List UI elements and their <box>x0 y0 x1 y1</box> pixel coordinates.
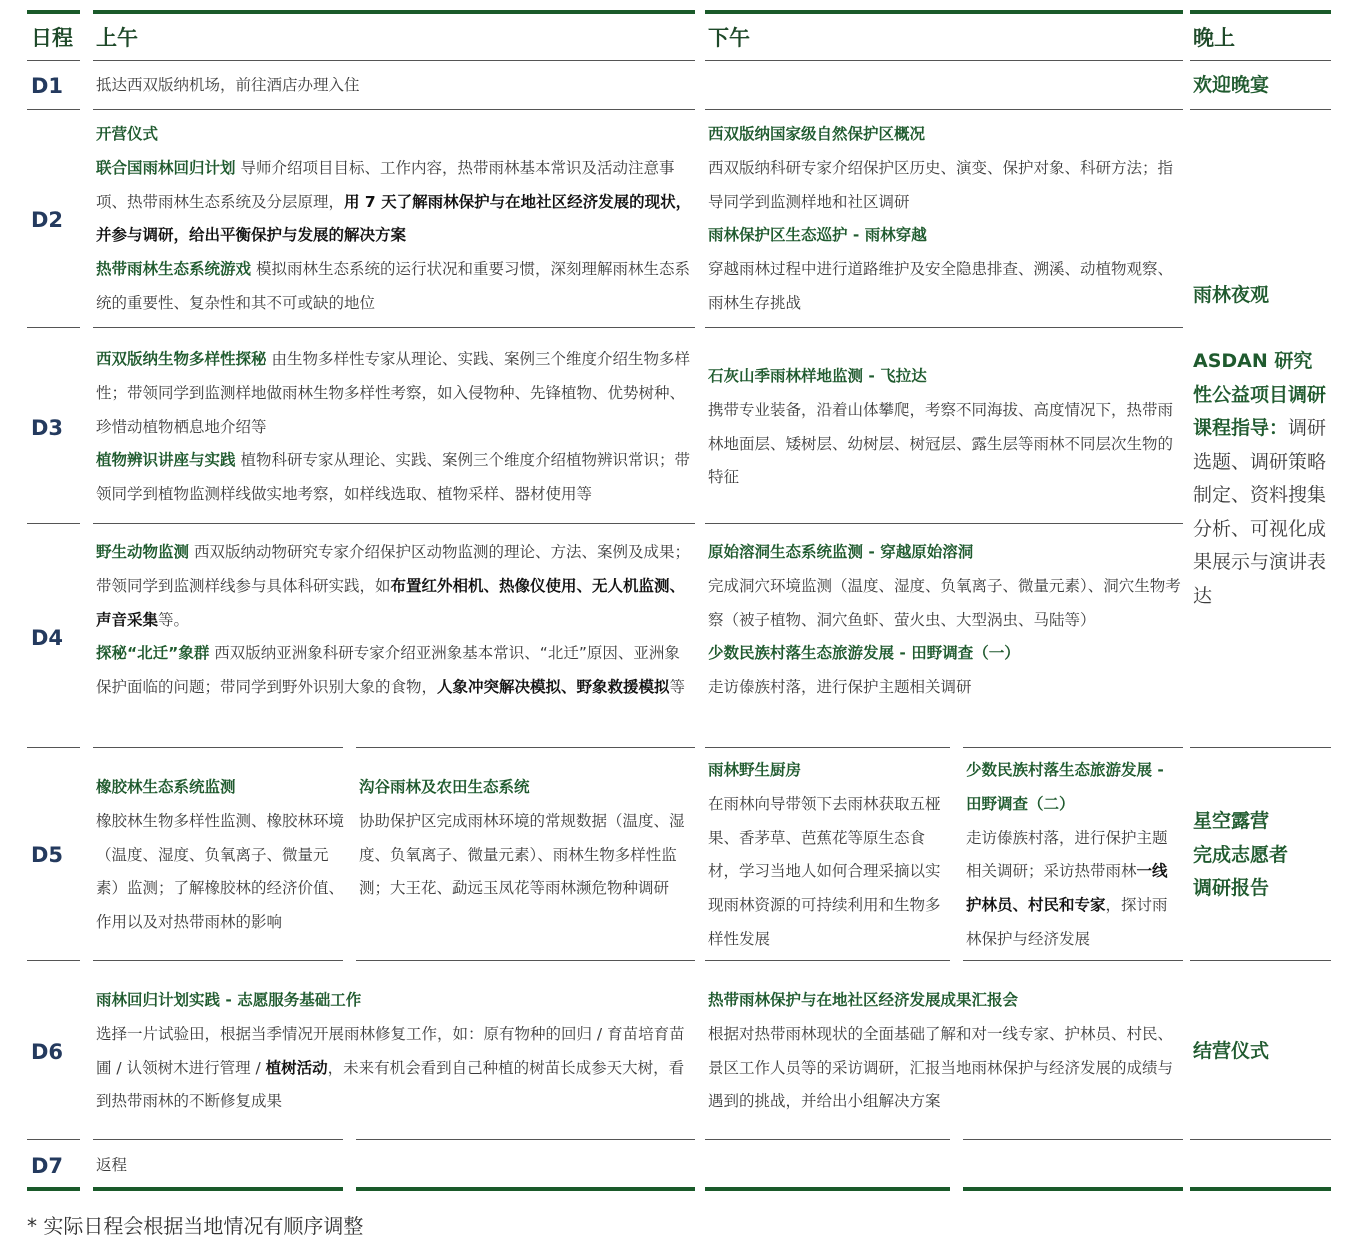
row-divider <box>705 327 1183 328</box>
d6-afternoon <box>708 984 1182 1119</box>
activity-desc: 模拟雨林生态系统的运行状况和重要习惯，深刻理解雨林生态系统的重要性、复杂性和其不可或缺的地位 <box>96 260 690 312</box>
bottom-rule <box>705 1187 950 1191</box>
activity-desc: 携带专业装备，沿着山体攀爬，考察不同海拔、高度情况下，热带雨林地面层、矮树层、幼树层、树冠层、露生层等雨林不同层次生物的特征 <box>708 400 1174 487</box>
d2-morning <box>96 118 694 321</box>
activity-desc: 根据对热带雨林现状的全面基础了解和对一线专家、护林员、村民、景区工作人员等的采访调研，汇报当地雨林保护与经济发展的成绩与遇到的挑战，并给出小组解决方案 <box>708 1024 1174 1111</box>
d3-afternoon <box>708 360 1182 495</box>
activity-title: 少数民族村落生态旅游发展 - 田野调查（一） <box>708 644 1020 663</box>
activity-desc: 完成洞穴环境监测（温度、湿度、负氧离子、微量元素）、洞穴生物考察（被子植物、洞穴鱼虾、萤火虫、大型涡虫、马陆等） <box>708 576 1181 629</box>
day-label: D2 <box>31 208 64 232</box>
activity-title: 雨林回归计划实践 - 志愿服务基础工作 <box>96 991 362 1009</box>
bottom-rule <box>93 1187 343 1191</box>
activity-title: 野生动物监测 <box>96 543 190 561</box>
activity-desc: 西双版纳亚洲象科研专家介绍亚洲象基本常识、“北迁”原因、亚洲象保护面临的问题；带同学到野外识别大象的食物， <box>96 644 680 697</box>
activity-title: 雨林保护区生态巡护 - 雨林穿越 <box>708 226 927 245</box>
day-label: D7 <box>31 1154 64 1178</box>
activity-desc: 植物科研专家从理论、实践、案例三个维度介绍植物辨识常识；带领同学到植物监测样线做实地考察，如样线选取、植物采样、器材使用等 <box>96 451 690 504</box>
d5-afternoon-1 <box>708 754 950 957</box>
row-divider <box>705 109 1183 110</box>
header-morning: 上午 <box>96 26 138 50</box>
activity-title: 西双版纳生物多样性探秘 <box>96 350 267 368</box>
row-divider <box>1190 1139 1331 1140</box>
row-divider <box>27 960 80 961</box>
row-divider <box>93 747 343 748</box>
d6-morning <box>96 984 694 1119</box>
d7-morning: 返程 <box>96 1156 128 1174</box>
activity-highlight: 一线护林员、村民和专家 <box>966 862 1168 915</box>
row-divider <box>93 1139 343 1140</box>
activity-desc: ，未来有机会看到自己种植的树苗长成参天大树，看到热带雨林的不断修复成果 <box>96 1058 685 1111</box>
row-divider <box>93 327 695 328</box>
activity-title: 少数民族村落生态旅游发展 - 田野调查（二） <box>966 761 1164 813</box>
d4-morning <box>96 536 694 705</box>
row-divider <box>356 1139 695 1140</box>
row-divider <box>1190 747 1331 748</box>
row-divider <box>93 60 695 61</box>
d3-morning <box>96 343 694 512</box>
day-label: D6 <box>31 1040 64 1064</box>
row-divider <box>1190 109 1331 110</box>
activity-desc: 西双版纳动物研究专家介绍保护区动物监测的理论、方法、案例及成果；带领同学到监测样线参与具体科研实践，如 <box>96 543 690 595</box>
d6-evening: 结营仪式 <box>1193 1040 1270 1062</box>
d5-evening: 星空露营 完成志愿者 调研报告 <box>1193 810 1289 899</box>
day-label: D5 <box>31 843 64 867</box>
activity-desc: 等 <box>669 678 686 697</box>
activity-desc: ，探讨雨林保护与经济发展 <box>966 896 1168 948</box>
activity-title: 石灰山季雨林样地监测 - 飞拉达 <box>708 367 927 385</box>
d3-evening <box>1193 345 1331 613</box>
bottom-rule <box>27 1187 80 1191</box>
footnote: * 实际日程会根据当地情况有顺序调整 <box>27 1214 364 1238</box>
activity-desc: 导师介绍项目目标、工作内容，热带雨林基本常识及活动注意事项、热带雨林生态系统及分层原理， <box>96 158 675 211</box>
bottom-rule <box>963 1187 1183 1191</box>
header-afternoon: 下午 <box>708 26 750 50</box>
activity-title: 西双版纳国家级自然保护区概况 <box>708 125 926 143</box>
top-rule <box>27 10 80 14</box>
day-label: D4 <box>31 626 64 650</box>
activity-highlight: 人象冲突解决模拟、野象救援模拟 <box>437 678 670 697</box>
row-divider <box>705 1139 950 1140</box>
activity-desc: 穿越雨林过程中进行道路维护及安全隐患排查、溯溪、动植物观察、雨林生存挑战 <box>708 260 1174 312</box>
activity-desc: 走访傣族村落，进行保护主题相关调研；采访热带雨林 <box>966 828 1168 881</box>
activity-title: 植物辨识讲座与实践 <box>96 451 236 470</box>
row-divider <box>1190 960 1331 961</box>
row-divider <box>93 523 695 524</box>
d5-afternoon-2 <box>966 754 1182 957</box>
activity-highlight: 植树活动 <box>265 1058 328 1077</box>
row-divider <box>705 523 1183 524</box>
d2-evening: 雨林夜观 <box>1193 284 1270 306</box>
row-divider <box>963 747 1183 748</box>
activity-desc: 协助保护区完成雨林环境的常规数据（温度、湿度、负氧离子、微量元素）、雨林生物多样性监测；大王花、勐远玉凤花等雨林濒危物种调研 <box>359 811 685 898</box>
d2-afternoon <box>708 118 1182 321</box>
row-divider <box>1190 60 1331 61</box>
row-divider <box>27 523 80 524</box>
evening-desc: 调研选题、调研策略制定、资料搜集分析、可视化成果展示与演讲表达 <box>1193 417 1327 607</box>
row-divider <box>93 109 695 110</box>
activity-title: 沟谷雨林及农田生态系统 <box>359 778 530 796</box>
bottom-rule <box>1190 1187 1331 1191</box>
activity-desc: 选择一片试验田，根据当季情况开展雨林修复工作，如：原有物种的回归 / 育苗培育苗圃 / 认领树木进行管理 / <box>96 1024 685 1077</box>
activity-desc: 橡胶林生物多样性监测、橡胶林环境（温度、湿度、负氧离子、微量元素）监测；了解橡胶林的经济价值、作用以及对热带雨林的影响 <box>96 811 345 932</box>
day-label: D1 <box>31 74 64 98</box>
top-rule <box>1190 10 1331 14</box>
activity-highlight: 布置红外相机、热像仪使用、无人机监测、声音采集 <box>96 576 686 629</box>
header-day: 日程 <box>31 26 73 50</box>
activity-title: 原始溶洞生态系统监测 - 穿越原始溶洞 <box>708 543 974 561</box>
row-divider <box>356 960 695 961</box>
activity-desc: 在雨林向导带领下去雨林获取五桠果、香茅草、芭蕉花等原生态食材，学习当地人如何合理采摘以实现雨林资源的可持续利用和生物多样性发展 <box>708 794 941 948</box>
activity-title: 雨林野生厨房 <box>708 761 802 779</box>
activity-title: 橡胶林生态系统监测 <box>96 778 236 796</box>
row-divider <box>963 1139 1183 1140</box>
top-rule <box>705 10 1183 14</box>
activity-desc: 走访傣族村落，进行保护主题相关调研 <box>708 678 972 697</box>
activity-desc: 西双版纳科研专家介绍保护区历史、演变、保护对象、科研方法；指导同学到监测样地和社区调研 <box>708 158 1174 211</box>
row-divider <box>27 60 80 61</box>
row-divider <box>705 747 950 748</box>
row-divider <box>93 960 343 961</box>
row-divider <box>963 960 1183 961</box>
d4-afternoon <box>708 536 1182 705</box>
activity-title: 热带雨林生态系统游戏 <box>96 260 252 279</box>
row-divider <box>27 1139 80 1140</box>
activity-title: 联合国雨林回归计划 <box>96 158 236 177</box>
row-divider <box>27 747 80 748</box>
activity-title: 开营仪式 <box>96 125 159 143</box>
activity-desc: 等。 <box>158 610 190 629</box>
row-divider <box>356 747 695 748</box>
day-label: D3 <box>31 416 64 440</box>
activity-title: 探秘“北迁”象群 <box>96 644 210 663</box>
evening-title: ASDAN 研究性公益项目调研课程指导： <box>1193 350 1327 439</box>
row-divider <box>705 960 950 961</box>
header-evening: 晚上 <box>1193 26 1235 50</box>
d1-evening: 欢迎晚宴 <box>1193 74 1270 96</box>
top-rule <box>93 10 695 14</box>
activity-desc: 由生物多样性专家从理论、实践、案例三个维度介绍生物多样性；带领同学到监测样地做雨林生物多样性考察，如入侵物种、先锋植物、优势树种、珍惜动植物栖息地介绍等 <box>96 350 690 436</box>
d5-morning-1 <box>96 771 344 940</box>
row-divider <box>27 327 80 328</box>
activity-title: 热带雨林保护与在地社区经济发展成果汇报会 <box>708 991 1019 1009</box>
row-divider <box>27 109 80 110</box>
d1-morning: 抵达西双版纳机场，前往酒店办理入住 <box>96 76 360 94</box>
bottom-rule <box>356 1187 695 1191</box>
row-divider <box>705 60 1183 61</box>
d5-morning-2 <box>359 771 695 906</box>
activity-highlight: 用 7 天了解雨林保护与在地社区经济发展的现状，并参与调研，给出平衡保护与发展的解决方案 <box>96 192 692 245</box>
